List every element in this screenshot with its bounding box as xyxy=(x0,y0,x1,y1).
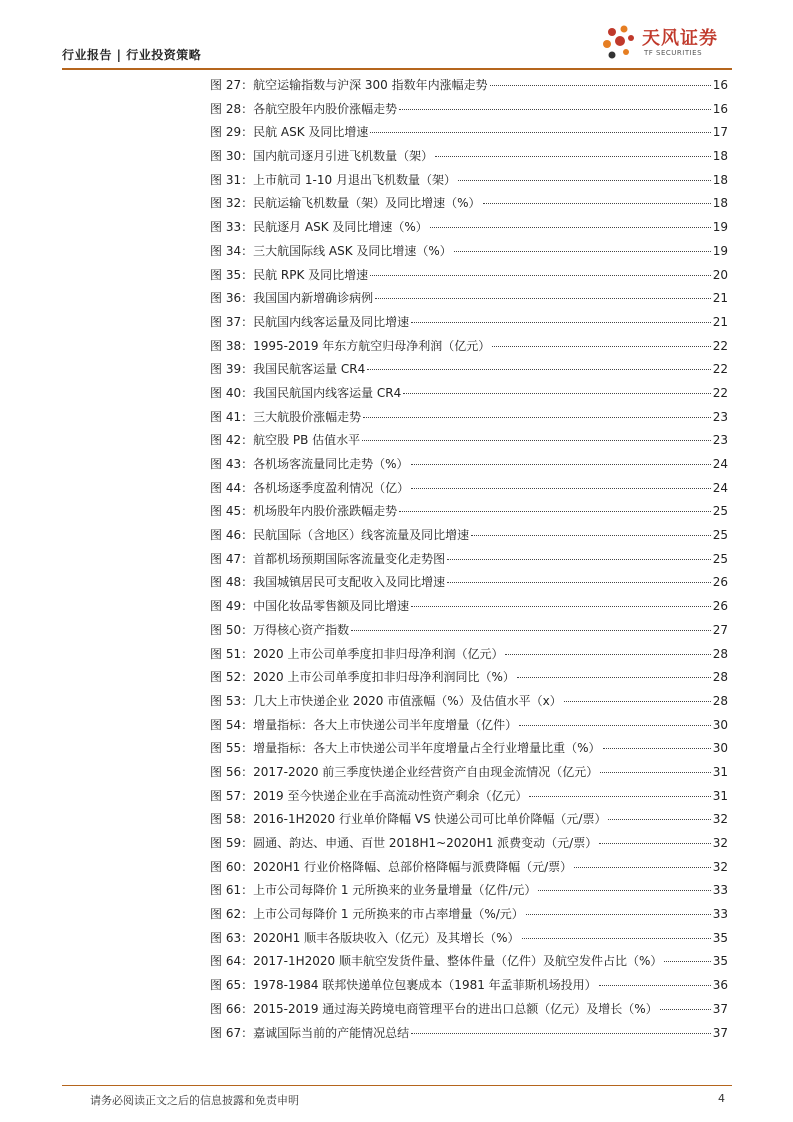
toc-entry-page: 30 xyxy=(712,741,728,756)
toc-leader-dots xyxy=(351,629,711,631)
toc-entry-label: 图 58：2016-1H2020 行业单价降幅 VS 快递公司可比单价降幅（元/票） xyxy=(210,812,607,827)
toc-entry-label: 图 64：2017-1H2020 顺丰航空发货件量、整体件量（亿件）及航空发件占比（%） xyxy=(210,954,663,969)
toc-entry[interactable] xyxy=(210,453,728,477)
toc-entry[interactable] xyxy=(210,311,728,335)
toc-entry-label: 图 44：各机场逐季度盈利情况（亿） xyxy=(210,480,410,495)
toc-entry[interactable] xyxy=(210,761,728,785)
toc-leader-dots xyxy=(600,771,710,773)
toc-leader-dots xyxy=(492,345,710,347)
toc-entry-label: 图 34：三大航国际线 ASK 及同比增速（%） xyxy=(210,243,452,258)
toc-leader-dots xyxy=(362,439,711,441)
toc-entry-label: 图 41：三大航股价涨幅走势 xyxy=(210,409,362,424)
toc-entry-label: 图 67：嘉诚国际当前的产能情况总结 xyxy=(210,1025,410,1040)
toc-leader-dots xyxy=(529,795,710,797)
toc-entry-page: 19 xyxy=(712,220,728,235)
toc-leader-dots xyxy=(599,842,711,844)
toc-entry-label: 图 30：国内航司逐月引进飞机数量（架） xyxy=(210,149,434,164)
toc-entry-page: 18 xyxy=(712,196,728,211)
toc-entry-label: 图 40：我国民航国内线客运量 CR4 xyxy=(210,385,402,400)
toc-leader-dots xyxy=(664,960,710,962)
toc-entry-label: 图 33：民航逐月 ASK 及同比增速（%） xyxy=(210,220,428,235)
toc-entry-page: 37 xyxy=(712,1001,728,1016)
toc-entry-label: 图 27：航空运输指数与沪深 300 指数年内涨幅走势 xyxy=(210,78,488,92)
toc-entry[interactable] xyxy=(210,169,728,193)
toc-leader-dots xyxy=(483,202,711,204)
toc-entry-page: 23 xyxy=(712,409,728,424)
toc-leader-dots xyxy=(522,937,711,939)
toc-entry-label: 图 48：我国城镇居民可支配收入及同比增速 xyxy=(210,575,446,590)
toc-entry-page: 22 xyxy=(712,385,728,400)
toc-entry-page: 28 xyxy=(712,670,728,685)
toc-leader-dots xyxy=(411,321,711,323)
toc-entry-label: 图 29：民航 ASK 及同比增速 xyxy=(210,125,369,140)
toc-entry[interactable] xyxy=(210,643,728,667)
toc-entry-label: 图 51：2020 上市公司单季度扣非归母净利润（亿元） xyxy=(210,646,504,661)
toc-entry-page: 24 xyxy=(712,480,728,495)
toc-entry-label: 图 53：几大上市快递企业 2020 市值涨幅（%）及估值水平（x） xyxy=(210,693,562,708)
toc-entry-page: 33 xyxy=(712,907,728,922)
toc-entry[interactable] xyxy=(210,264,728,288)
toc-entry-page: 26 xyxy=(712,575,728,590)
toc-leader-dots xyxy=(517,676,711,678)
toc-leader-dots xyxy=(411,487,711,489)
page-header xyxy=(62,28,732,70)
toc-leader-dots xyxy=(363,416,711,418)
toc-entry-page: 18 xyxy=(712,149,728,164)
toc-leader-dots xyxy=(435,155,711,157)
toc-entry[interactable] xyxy=(210,950,728,974)
toc-entry[interactable] xyxy=(210,98,728,122)
toc-entry-label: 图 32：民航运输飞机数量（架）及同比增速（%） xyxy=(210,196,481,211)
toc-entry[interactable] xyxy=(210,335,728,359)
toc-entry[interactable] xyxy=(210,429,728,453)
toc-entry-label: 图 49：中国化妆品零售额及同比增速 xyxy=(210,599,410,614)
toc-entry-page: 16 xyxy=(712,101,728,116)
toc-leader-dots xyxy=(411,605,711,607)
toc-entry-page: 21 xyxy=(712,314,728,329)
toc-entry-label: 图 60：2020H1 行业价格降幅、总部价格降幅与派费降幅（元/票） xyxy=(210,859,573,874)
toc-entry-page: 25 xyxy=(712,551,728,566)
toc-entry-page: 21 xyxy=(712,291,728,306)
toc-entry[interactable] xyxy=(210,477,728,501)
toc-entry[interactable] xyxy=(210,287,728,311)
logo-subtitle: TF SECURITIES xyxy=(644,49,703,57)
toc-entry-page: 19 xyxy=(712,243,728,258)
toc-entry[interactable] xyxy=(210,595,728,619)
toc-leader-dots xyxy=(564,700,711,702)
logo-name: 天风证券 xyxy=(642,28,718,49)
toc-entry[interactable] xyxy=(210,145,728,169)
toc-entry-page: 32 xyxy=(712,836,728,850)
toc-entry[interactable] xyxy=(210,832,728,856)
toc-entry-label: 图 28：各航空股年内股价涨幅走势 xyxy=(210,101,398,116)
toc-leader-dots xyxy=(447,581,711,583)
toc-entry[interactable] xyxy=(210,500,728,524)
toc-entry[interactable] xyxy=(210,382,728,406)
toc-entry[interactable] xyxy=(210,903,728,927)
toc-leader-dots xyxy=(660,1008,711,1010)
toc-leader-dots xyxy=(519,724,711,726)
toc-entry-page: 27 xyxy=(712,622,728,637)
header-title: 行业报告 | 行业投资策略 xyxy=(62,48,202,62)
toc-entry-page: 33 xyxy=(712,883,728,898)
company-logo xyxy=(602,24,732,64)
toc-entry-label: 图 47：首都机场预期国际客流量变化走势图 xyxy=(210,551,446,566)
toc-leader-dots xyxy=(490,84,711,86)
toc-entry[interactable] xyxy=(210,121,728,145)
toc-entry-page: 32 xyxy=(712,859,728,874)
toc-leader-dots xyxy=(505,653,710,655)
toc-entry-label: 图 59：圆通、韵达、申通、百世 2018H1~2020H1 派费变动（元/票） xyxy=(210,836,598,850)
toc-entry-label: 图 38：1995-2019 年东方航空归母净利润（亿元） xyxy=(210,338,491,353)
toc-entry-label: 图 39：我国民航客运量 CR4 xyxy=(210,362,366,377)
toc-leader-dots xyxy=(430,226,711,228)
toc-leader-dots xyxy=(375,297,711,299)
toc-entry-page: 32 xyxy=(712,812,728,827)
toc-entry-page: 28 xyxy=(712,646,728,661)
toc-leader-dots xyxy=(399,510,711,512)
page-number: 4 xyxy=(718,1092,725,1105)
toc-leader-dots xyxy=(367,368,710,370)
toc-leader-dots xyxy=(447,558,711,560)
toc-leader-dots xyxy=(454,250,711,252)
toc-entry-label: 图 61：上市公司每降价 1 元所换来的业务量增量（亿件/元） xyxy=(210,883,537,898)
toc-entry-label: 图 65：1978-1984 联邦快递单位包裹成本（1981 年孟菲斯机场投用） xyxy=(210,978,597,993)
toc-leader-dots xyxy=(574,866,711,868)
toc-leader-dots xyxy=(370,274,711,276)
toc-entry-label: 图 43：各机场客流量同比走势（%） xyxy=(210,457,409,471)
toc-entry-label: 图 52：2020 上市公司单季度扣非归母净利润同比（%） xyxy=(210,670,515,685)
toc-entry-label: 图 66：2015-2019 通过海关跨境电商管理平台的进出口总额（亿元）及增长（%） xyxy=(210,1001,658,1016)
toc-entry-label: 图 57：2019 至今快递企业在手高流动性资产剩余（亿元） xyxy=(210,788,528,803)
toc-entry-label: 图 46：民航国际（含地区）线客流量及同比增速 xyxy=(210,528,470,543)
toc-entry-label: 图 55：增量指标：各大上市快递公司半年度增量占全行业增量比重（%） xyxy=(210,741,601,756)
toc-entry-label: 图 42：航空股 PB 估值水平 xyxy=(210,433,361,448)
header-divider xyxy=(62,68,732,70)
footer-disclaimer: 请务必阅读正文之后的信息披露和免责申明 xyxy=(90,1094,299,1107)
toc-entry[interactable] xyxy=(210,785,728,809)
toc-entry-page: 16 xyxy=(712,78,728,92)
toc-leader-dots xyxy=(458,179,711,181)
toc-entry[interactable] xyxy=(210,571,728,595)
toc-entry-label: 图 56：2017-2020 前三季度快递企业经营资产自由现金流情况（亿元） xyxy=(210,764,599,779)
toc-entry-page: 24 xyxy=(712,457,728,471)
toc-entry-label: 图 31：上市航司 1-10 月退出飞机数量（架） xyxy=(210,172,456,187)
toc-entry[interactable] xyxy=(210,216,728,240)
toc-leader-dots xyxy=(603,747,711,749)
toc-entry-page: 36 xyxy=(712,978,728,993)
toc-entry-label: 图 36：我国国内新增确诊病例 xyxy=(210,291,374,306)
toc-entry[interactable] xyxy=(210,737,728,761)
toc-entry-page: 18 xyxy=(712,172,728,187)
toc-entry[interactable] xyxy=(210,619,728,643)
toc-entry-page: 30 xyxy=(712,717,728,732)
toc-entry-page: 35 xyxy=(712,954,728,969)
toc-entry-label: 图 37：民航国内线客运量及同比增速 xyxy=(210,314,410,329)
toc-entry-page: 20 xyxy=(712,267,728,282)
footer-divider xyxy=(62,1085,732,1086)
toc-entry-page: 25 xyxy=(712,528,728,543)
toc-leader-dots xyxy=(538,889,710,891)
toc-entry-page: 26 xyxy=(712,599,728,614)
toc-leader-dots xyxy=(608,818,710,820)
toc-entry[interactable] xyxy=(210,1022,728,1046)
toc-leader-dots xyxy=(471,534,711,536)
toc-entry-page: 22 xyxy=(712,338,728,353)
flower-logo-icon xyxy=(602,24,640,64)
toc-entry[interactable] xyxy=(210,998,728,1022)
toc-entry-page: 25 xyxy=(712,504,728,519)
toc-leader-dots xyxy=(411,1032,711,1034)
toc-entry-page: 22 xyxy=(712,362,728,377)
toc-entry-label: 图 63：2020H1 顺丰各版块收入（亿元）及其增长（%） xyxy=(210,930,520,945)
toc-entry[interactable] xyxy=(210,524,728,548)
toc-entry-label: 图 62：上市公司每降价 1 元所换来的市占率增量（%/元） xyxy=(210,907,524,922)
toc-entry[interactable] xyxy=(210,406,728,430)
toc-entry-label: 图 50：万得核心资产指数 xyxy=(210,622,350,637)
toc-leader-dots xyxy=(370,131,710,133)
toc-entry[interactable] xyxy=(210,974,728,998)
toc-entry-label: 图 45：机场股年内股价涨跌幅走势 xyxy=(210,504,398,519)
toc-entry-label: 图 54：增量指标：各大上市快递公司半年度增量（亿件） xyxy=(210,717,518,732)
toc-entry[interactable] xyxy=(210,927,728,951)
toc-entry-page: 37 xyxy=(712,1025,728,1040)
toc-entry[interactable] xyxy=(210,192,728,216)
toc-entry[interactable] xyxy=(210,548,728,572)
toc-entry-label: 图 35：民航 RPK 及同比增速 xyxy=(210,267,369,282)
toc-entry[interactable] xyxy=(210,358,728,382)
toc-entry[interactable] xyxy=(210,240,728,264)
toc-entry[interactable] xyxy=(210,714,728,738)
toc-entry[interactable] xyxy=(210,856,728,880)
toc-leader-dots xyxy=(399,108,711,110)
toc-entry-page: 28 xyxy=(712,693,728,708)
toc-leader-dots xyxy=(526,913,711,915)
toc-entry[interactable] xyxy=(210,74,728,98)
toc-leader-dots xyxy=(403,392,710,394)
toc-leader-dots xyxy=(599,984,711,986)
toc-entry-page: 23 xyxy=(712,433,728,448)
toc-entry-page: 35 xyxy=(712,930,728,945)
toc-entry-page: 17 xyxy=(712,125,728,140)
toc-leader-dots xyxy=(411,463,711,465)
toc-entry[interactable] xyxy=(210,879,728,903)
toc-entry[interactable] xyxy=(210,808,728,832)
toc-entry[interactable] xyxy=(210,666,728,690)
table-of-figures xyxy=(210,74,728,1045)
toc-entry[interactable] xyxy=(210,690,728,714)
toc-entry-page: 31 xyxy=(712,764,728,779)
toc-entry-page: 31 xyxy=(712,788,728,803)
